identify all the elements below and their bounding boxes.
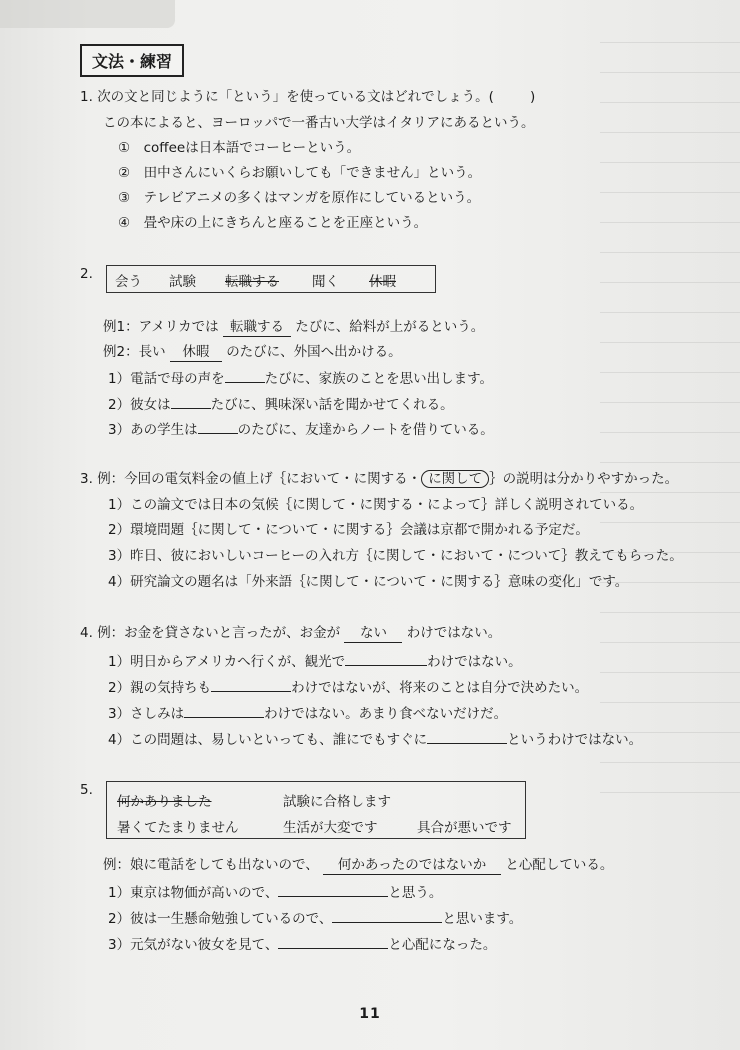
q4-item [108, 651, 522, 671]
item-text: 2）親の気持ちも [108, 680, 212, 696]
q4-item [108, 729, 642, 749]
q2-example-1 [103, 318, 484, 337]
example-answer: 何かあったのではないか [323, 856, 501, 875]
item-text: たびに、興味深い話を聞かせてくれる。 [210, 397, 454, 413]
example-text: 例2：長い [103, 344, 166, 360]
page-number: 11 [359, 1006, 381, 1022]
example-text: 例：今回の電気料金の値上げ｛において・に関する・ [97, 471, 422, 487]
example-text: 例：娘に電話をしても出ないので、 [103, 857, 319, 873]
word-choice: 暑くてたまりません [117, 820, 239, 836]
bleed-through-tab [0, 0, 175, 28]
answer-blank[interactable] [332, 908, 442, 923]
q2-item [108, 394, 454, 414]
example-text: のたびに、外国へ出かける。 [226, 344, 402, 360]
item-text: わけではない。 [427, 654, 522, 670]
q1-example: この本によると、ヨーロッパで一番古い大学はイタリアにあるという。 [103, 115, 535, 131]
answer-blank[interactable] [171, 394, 211, 409]
item-text: わけではないが、将来のことは自分で決めたい。 [291, 680, 589, 696]
example-text: ｝の説明は分かりやすかった。 [489, 471, 679, 487]
answer-blank[interactable] [427, 729, 507, 744]
q5-item [108, 934, 496, 954]
answer-blank[interactable] [278, 882, 388, 897]
q2-item [108, 419, 494, 439]
word-choice-used: 転職する [225, 274, 279, 290]
q5-word-box [106, 781, 526, 839]
q1-option: ④ 畳や床の上にきちんと座ることを正座という。 [118, 215, 428, 231]
item-text: 1）明日からアメリカへ行くが、観光で [108, 654, 346, 670]
example-text: 例1：アメリカでは [103, 319, 219, 335]
word-choice-used: 休暇 [369, 274, 396, 290]
q1-number: 1. [80, 89, 93, 105]
example-answer: 休暇 [170, 343, 222, 362]
q4-item [108, 677, 588, 697]
q5-example [103, 856, 613, 875]
q1-option: ① coffeeは日本語でコーヒーという。 [118, 140, 361, 156]
item-text: 1）東京は物価が高いので、 [108, 885, 279, 901]
answer-blank[interactable] [211, 677, 291, 692]
q4-example [80, 624, 501, 643]
item-text: と思います。 [442, 911, 523, 927]
item-text: 3）元気がない彼女を見て、 [108, 937, 279, 953]
item-text: というわけではない。 [507, 732, 643, 748]
q3-item[interactable]: 1）この論文では日本の気候｛に関して・に関する・によって｝詳しく説明されている。 [108, 497, 644, 513]
example-answer: 転職する [223, 318, 291, 337]
answer-blank[interactable] [198, 419, 238, 434]
item-text: のたびに、友達からノートを借りている。 [237, 422, 494, 438]
word-choice: 生活が大変です [283, 820, 378, 836]
q1-prompt: 次の文と同じように「という」を使っている文はどれでしょう。( [97, 89, 494, 105]
example-text: 例：お金を貸さないと言ったが、お金が [97, 625, 341, 641]
item-text: 2）彼女は [108, 397, 171, 413]
q2-example-2 [103, 343, 402, 362]
example-text: たびに、給料が上がるという。 [295, 319, 485, 335]
bleed-through-text [600, 20, 740, 800]
example-answer: ない [344, 624, 402, 643]
item-text: と思う。 [388, 885, 443, 901]
item-text: 3）あの学生は [108, 422, 198, 438]
word-choice: 試験に合格します [283, 794, 391, 810]
q1-prompt-line [80, 88, 535, 106]
item-text: たびに、家族のことを思い出します。 [264, 371, 494, 387]
item-text: わけではない。あまり食べないだけだ。 [264, 706, 508, 722]
word-choice: 聞く [312, 274, 339, 290]
q5-item [108, 908, 522, 928]
example-text: わけではない。 [406, 625, 502, 641]
q2-number: 2. [80, 266, 93, 282]
q5-number: 5. [80, 782, 93, 798]
answer-blank[interactable] [225, 368, 265, 383]
q5-item [108, 882, 442, 902]
section-title: 文法・練習 [80, 44, 184, 77]
q2-word-box [106, 265, 436, 293]
q4-item [108, 703, 507, 723]
word-choice: 具合が悪いです [417, 820, 512, 836]
circled-answer: に関して [421, 470, 489, 488]
item-text: 2）彼は一生懸命勉強しているので、 [108, 911, 333, 927]
q3-number: 3. [80, 471, 93, 487]
q1-prompt-end: ) [529, 89, 536, 105]
word-choice-used: 何かありました [117, 794, 212, 810]
q1-option: ③ テレビアニメの多くはマンガを原作にしているという。 [118, 190, 481, 206]
q3-item[interactable]: 3）昨日、彼においしいコーヒーの入れ方｛に関して・において・について｝教えてもらった。 [108, 548, 683, 564]
example-text: と心配している。 [505, 857, 614, 873]
q3-example [80, 470, 678, 488]
q2-item [108, 368, 493, 388]
q4-number: 4. [80, 625, 93, 641]
answer-blank[interactable] [345, 651, 427, 666]
item-text: 3）さしみは [108, 706, 185, 722]
item-text: 1）電話で母の声を [108, 371, 225, 387]
item-text: 4）この問題は、易しいといっても、誰にでもすぐに [108, 732, 428, 748]
q3-item[interactable]: 4）研究論文の題名は「外来語｛に関して・について・に関する｝意味の変化」です。 [108, 574, 629, 590]
answer-blank[interactable] [184, 703, 264, 718]
q1-option: ② 田中さんにいくらお願いしても「できません」という。 [118, 165, 482, 181]
word-choice: 試験 [169, 274, 196, 290]
answer-blank[interactable] [278, 934, 388, 949]
item-text: と心配になった。 [388, 937, 497, 953]
q3-item[interactable]: 2）環境問題｛に関して・について・に関する｝会議は京都で開かれる予定だ。 [108, 522, 589, 538]
word-choice: 会う [115, 274, 142, 290]
